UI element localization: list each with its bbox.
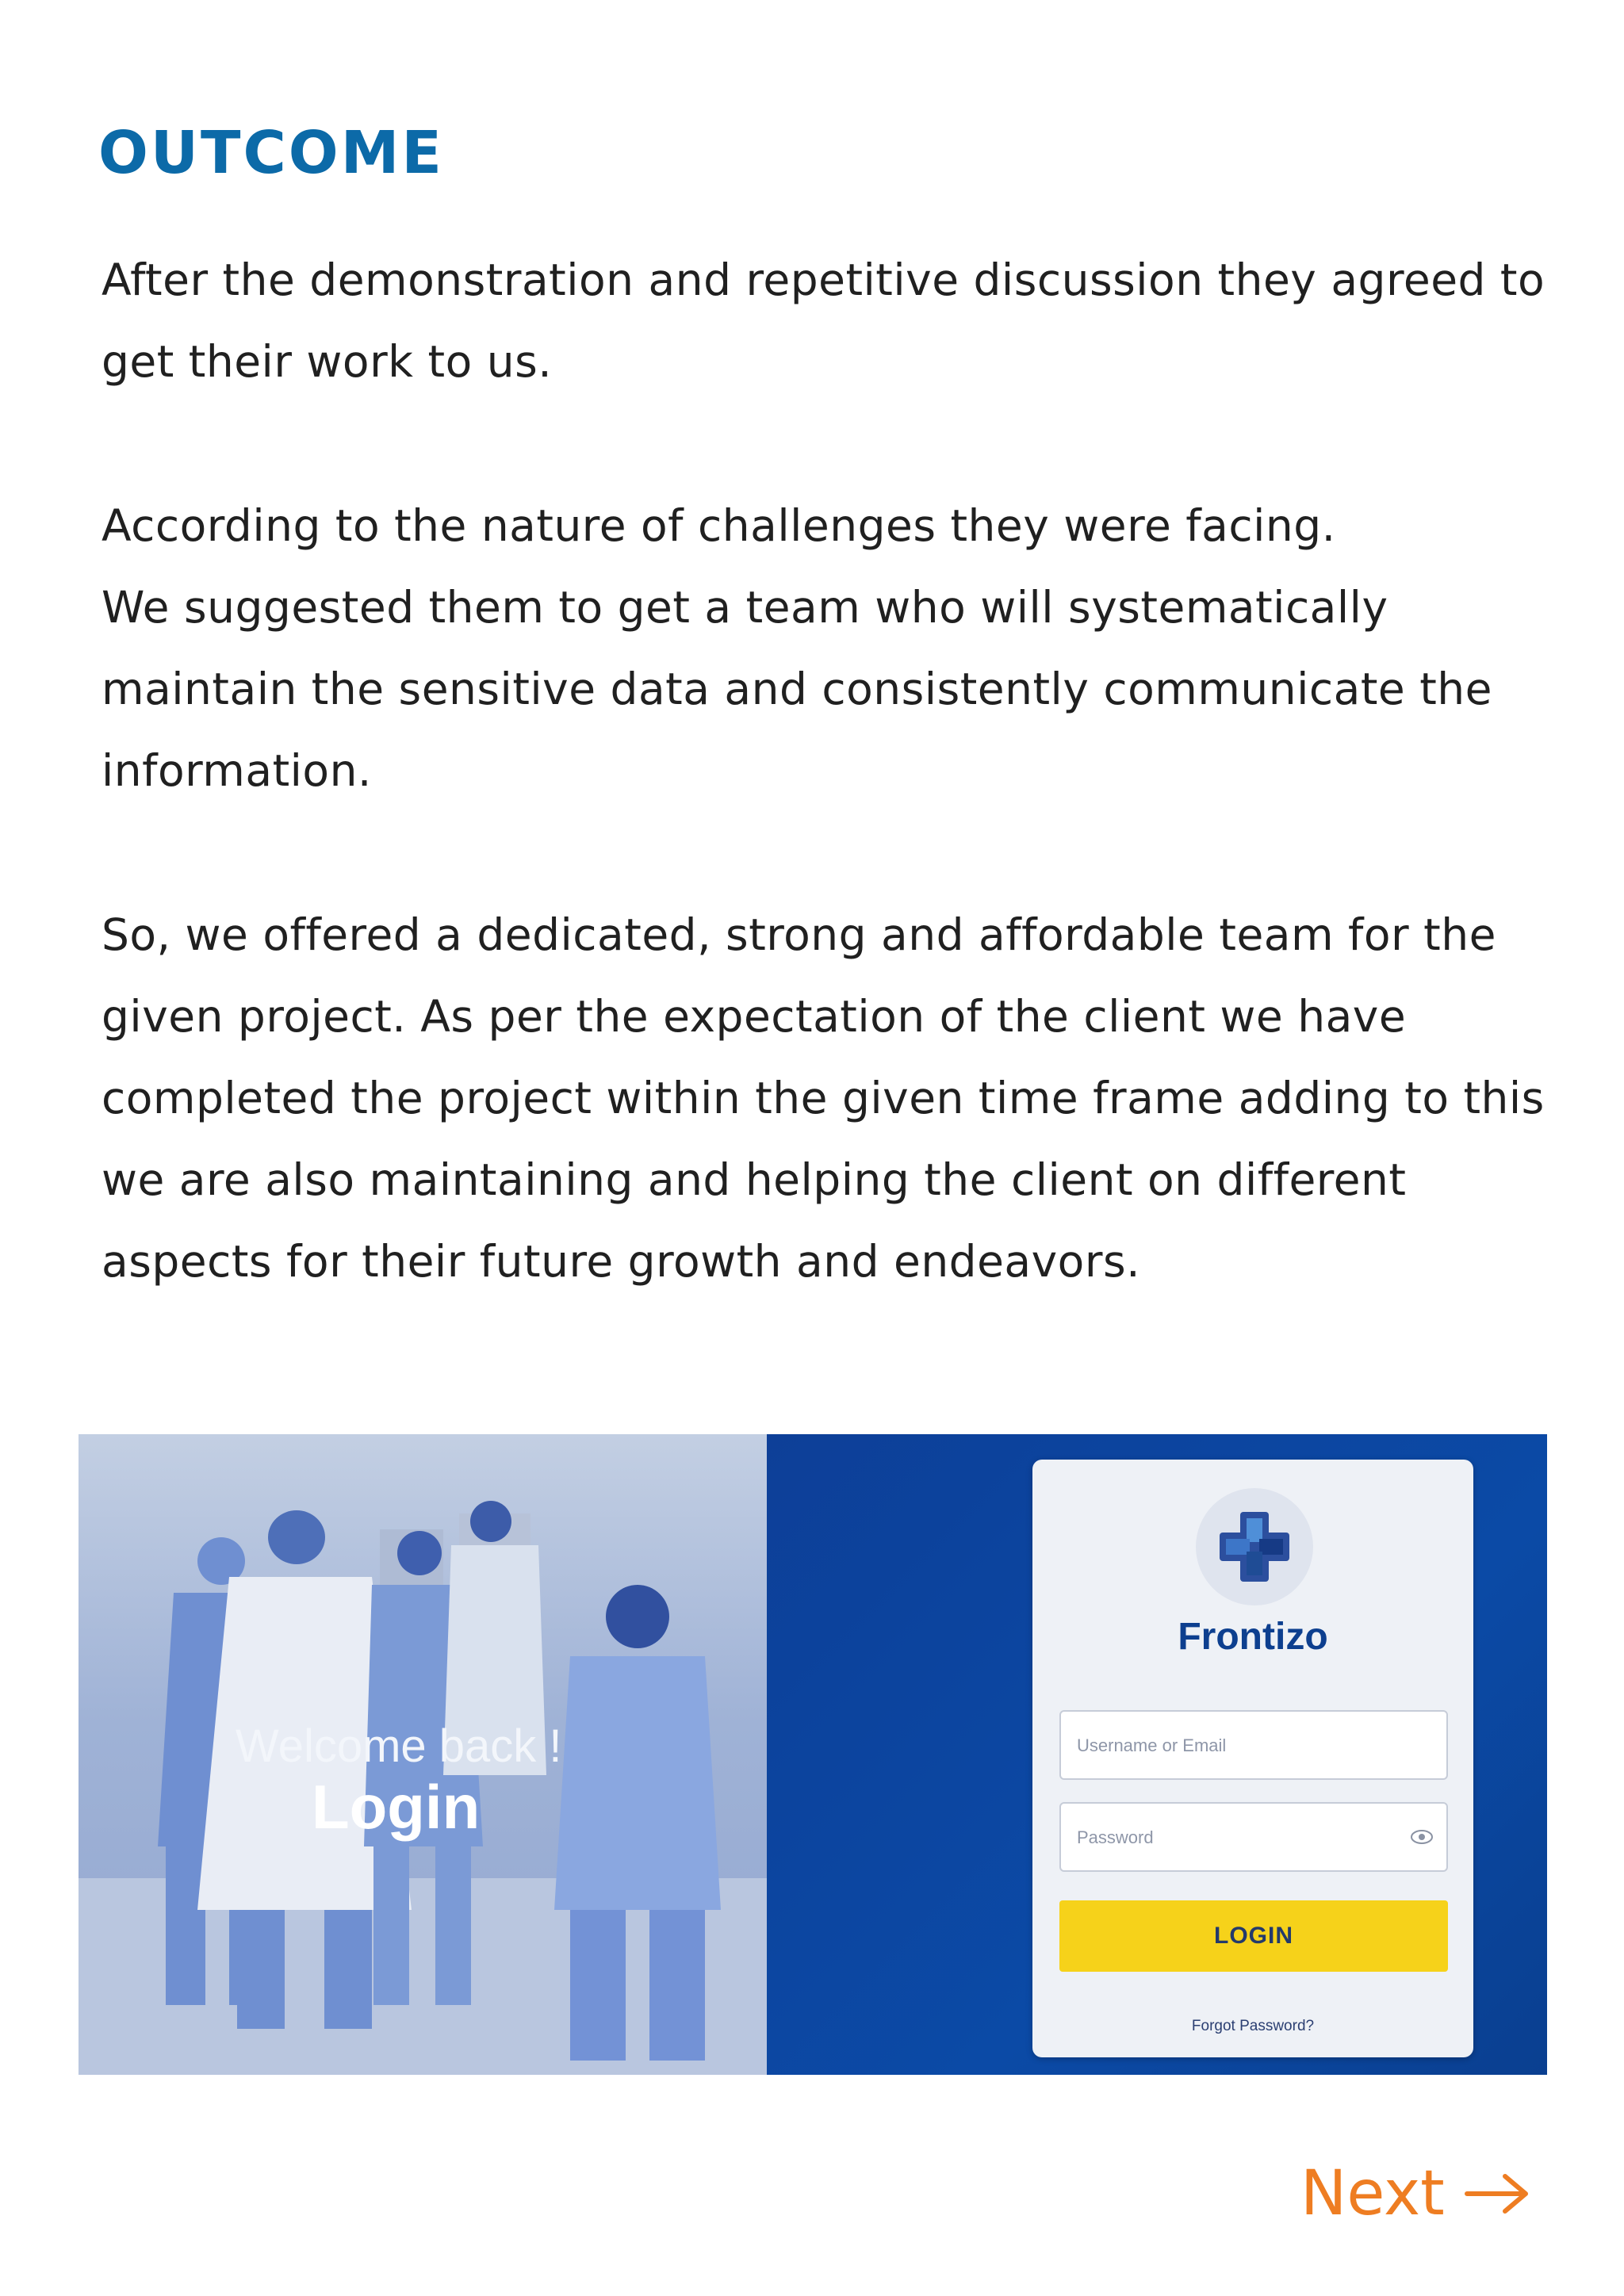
paragraph-1: After the demonstration and repetitive discussion they agreed to get their work to us. bbox=[102, 254, 1545, 387]
username-input[interactable] bbox=[1075, 1728, 1396, 1764]
password-input[interactable] bbox=[1075, 1820, 1396, 1856]
login-screenshot bbox=[79, 1434, 1547, 2075]
password-field[interactable] bbox=[1059, 1802, 1448, 1872]
eye-icon[interactable] bbox=[1410, 1827, 1434, 1846]
section-heading: OUTCOME bbox=[98, 119, 444, 187]
brand-name: Frontizo bbox=[1178, 1616, 1328, 1658]
hero-image-panel bbox=[79, 1434, 767, 2075]
paragraph-2-line-1: According to the nature of challenges they were facing. bbox=[102, 500, 1336, 551]
paragraph-2-line-2: We suggested them to get a team who will systematically maintain the sensitive data and consistently communicate the information. bbox=[102, 582, 1492, 796]
paragraph-2 bbox=[102, 485, 1561, 812]
username-field[interactable] bbox=[1059, 1710, 1448, 1780]
brand-logo bbox=[1196, 1488, 1313, 1605]
paragraph-3: So, we offered a dedicated, strong and affordable team for the given project. As per the expectation of the client we have completed the project within the given time frame adding to this we are also maintaining and helping the client on different aspects for their future growth and endeavors. bbox=[102, 909, 1545, 1287]
login-title: Login bbox=[312, 1772, 481, 1842]
login-card bbox=[1032, 1460, 1473, 2057]
welcome-text: Welcome back ! bbox=[236, 1720, 562, 1772]
login-button[interactable]: LOGIN bbox=[1059, 1900, 1448, 1972]
forgot-password-link[interactable]: Forgot Password? bbox=[1191, 2018, 1315, 2034]
arrow-right-icon bbox=[1464, 2172, 1530, 2216]
next-label: Next bbox=[1300, 2158, 1445, 2229]
next-link[interactable] bbox=[1300, 2158, 1530, 2229]
medical-cross-icon bbox=[1215, 1507, 1294, 1586]
